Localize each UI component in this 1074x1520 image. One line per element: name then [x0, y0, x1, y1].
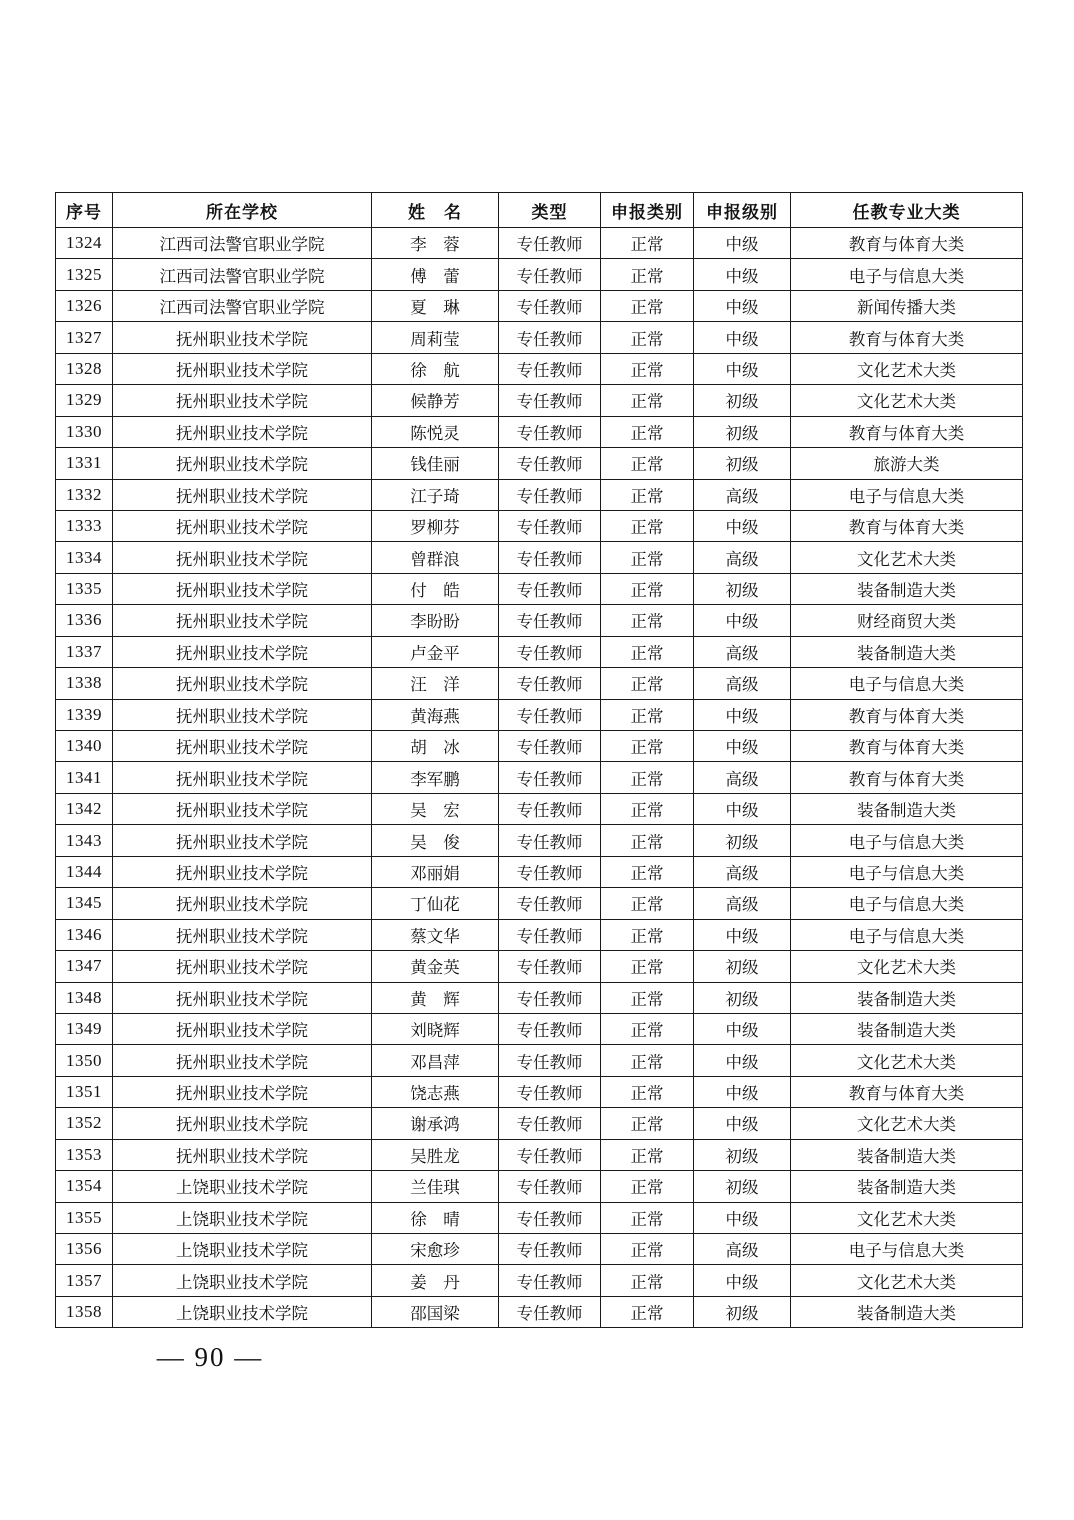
table-cell-level: 初级 [694, 1296, 791, 1327]
table-cell-index: 1334 [56, 542, 113, 573]
table-cell-index: 1336 [56, 605, 113, 636]
table-cell-index: 1356 [56, 1234, 113, 1265]
table-cell-name: 兰佳琪 [372, 1171, 499, 1202]
table-cell-level: 初级 [694, 385, 791, 416]
table-cell-name: 谢承鸿 [372, 1108, 499, 1139]
table-row [56, 290, 1023, 321]
table-cell-level: 初级 [694, 1171, 791, 1202]
table-cell-type: 专任教师 [499, 1139, 601, 1170]
table-cell-type: 专任教师 [499, 416, 601, 447]
table-cell-name: 刘晓辉 [372, 1013, 499, 1044]
table-cell-level: 高级 [694, 888, 791, 919]
table-cell-category: 正常 [601, 951, 694, 982]
table-cell-school: 抚州职业技术学院 [113, 448, 372, 479]
table-cell-school: 江西司法警官职业学院 [113, 290, 372, 321]
table-cell-level: 中级 [694, 1076, 791, 1107]
table-cell-major: 装备制造大类 [791, 1139, 1023, 1170]
table-cell-major: 财经商贸大类 [791, 605, 1023, 636]
table-cell-school: 抚州职业技术学院 [113, 573, 372, 604]
table-cell-name: 李 蓉 [372, 228, 499, 259]
table-cell-school: 抚州职业技术学院 [113, 605, 372, 636]
table-cell-type: 专任教师 [499, 542, 601, 573]
table-cell-school: 抚州职业技术学院 [113, 416, 372, 447]
table-row [56, 1139, 1023, 1170]
table-row [56, 793, 1023, 824]
table-cell-type: 专任教师 [499, 982, 601, 1013]
table-header-row [56, 193, 1023, 228]
table-row [56, 668, 1023, 699]
table-cell-school: 抚州职业技术学院 [113, 982, 372, 1013]
table-cell-major: 电子与信息大类 [791, 856, 1023, 887]
table-cell-type: 专任教师 [499, 479, 601, 510]
table-cell-index: 1327 [56, 322, 113, 353]
table-cell-major: 教育与体育大类 [791, 762, 1023, 793]
table-cell-name: 饶志燕 [372, 1076, 499, 1107]
table-cell-major: 文化艺术大类 [791, 1265, 1023, 1296]
table-cell-category: 正常 [601, 385, 694, 416]
table-cell-type: 专任教师 [499, 1045, 601, 1076]
table-cell-type: 专任教师 [499, 259, 601, 290]
table-cell-major: 电子与信息大类 [791, 668, 1023, 699]
table-cell-category: 正常 [601, 1139, 694, 1170]
table-row [56, 1234, 1023, 1265]
table-cell-category: 正常 [601, 825, 694, 856]
table-row [56, 542, 1023, 573]
table-cell-level: 中级 [694, 510, 791, 541]
table-cell-level: 中级 [694, 290, 791, 321]
table-cell-level: 高级 [694, 1234, 791, 1265]
table-cell-type: 专任教师 [499, 1171, 601, 1202]
table-cell-name: 吴胜龙 [372, 1139, 499, 1170]
table-cell-level: 中级 [694, 353, 791, 384]
table-cell-major: 教育与体育大类 [791, 416, 1023, 447]
table-cell-index: 1349 [56, 1013, 113, 1044]
table-cell-type: 专任教师 [499, 385, 601, 416]
table-cell-index: 1358 [56, 1296, 113, 1327]
table-cell-major: 装备制造大类 [791, 573, 1023, 604]
table-cell-name: 汪 洋 [372, 668, 499, 699]
table-cell-major: 电子与信息大类 [791, 919, 1023, 950]
table-cell-index: 1346 [56, 919, 113, 950]
table-cell-name: 胡 冰 [372, 731, 499, 762]
table-row [56, 573, 1023, 604]
table-cell-school: 抚州职业技术学院 [113, 856, 372, 887]
table-cell-school: 上饶职业技术学院 [113, 1234, 372, 1265]
table-cell-level: 初级 [694, 951, 791, 982]
table-cell-level: 中级 [694, 259, 791, 290]
table-cell-level: 中级 [694, 1202, 791, 1233]
table-cell-category: 正常 [601, 510, 694, 541]
table-cell-index: 1344 [56, 856, 113, 887]
table-cell-type: 专任教师 [499, 448, 601, 479]
table-cell-school: 抚州职业技术学院 [113, 510, 372, 541]
table-cell-major: 旅游大类 [791, 448, 1023, 479]
table-cell-index: 1332 [56, 479, 113, 510]
column-header-name: 姓 名 [372, 193, 499, 228]
table-cell-level: 初级 [694, 1139, 791, 1170]
table-cell-level: 初级 [694, 825, 791, 856]
table-cell-school: 抚州职业技术学院 [113, 699, 372, 730]
table-cell-type: 专任教师 [499, 1108, 601, 1139]
table-cell-school: 上饶职业技术学院 [113, 1265, 372, 1296]
table-cell-school: 抚州职业技术学院 [113, 1013, 372, 1044]
table-cell-major: 装备制造大类 [791, 636, 1023, 667]
table-cell-school: 抚州职业技术学院 [113, 668, 372, 699]
table-cell-index: 1341 [56, 762, 113, 793]
table-cell-name: 候静芳 [372, 385, 499, 416]
table-cell-name: 宋愈珍 [372, 1234, 499, 1265]
table-cell-level: 初级 [694, 448, 791, 479]
table-cell-school: 抚州职业技术学院 [113, 353, 372, 384]
table-cell-level: 中级 [694, 1013, 791, 1044]
table-cell-level: 中级 [694, 793, 791, 824]
table-cell-category: 正常 [601, 1171, 694, 1202]
table-cell-major: 文化艺术大类 [791, 951, 1023, 982]
table-cell-type: 专任教师 [499, 1296, 601, 1327]
table-cell-index: 1340 [56, 731, 113, 762]
table-cell-type: 专任教师 [499, 919, 601, 950]
table-cell-index: 1351 [56, 1076, 113, 1107]
table-cell-school: 抚州职业技术学院 [113, 1139, 372, 1170]
table-cell-type: 专任教师 [499, 888, 601, 919]
table-cell-type: 专任教师 [499, 793, 601, 824]
table-row [56, 762, 1023, 793]
table-cell-major: 文化艺术大类 [791, 1045, 1023, 1076]
table-row [56, 1171, 1023, 1202]
table-cell-major: 教育与体育大类 [791, 1076, 1023, 1107]
table-cell-name: 黄 辉 [372, 982, 499, 1013]
table-cell-type: 专任教师 [499, 731, 601, 762]
table-cell-school: 抚州职业技术学院 [113, 731, 372, 762]
table-cell-category: 正常 [601, 605, 694, 636]
table-cell-category: 正常 [601, 1045, 694, 1076]
table-cell-category: 正常 [601, 888, 694, 919]
table-cell-type: 专任教师 [499, 573, 601, 604]
table-cell-name: 徐 晴 [372, 1202, 499, 1233]
table-row [56, 353, 1023, 384]
table-cell-name: 李军鹏 [372, 762, 499, 793]
table-cell-major: 电子与信息大类 [791, 1234, 1023, 1265]
table-cell-level: 中级 [694, 1045, 791, 1076]
table-cell-school: 抚州职业技术学院 [113, 636, 372, 667]
table-cell-category: 正常 [601, 542, 694, 573]
table-cell-name: 罗柳芬 [372, 510, 499, 541]
column-header-major: 任教专业大类 [791, 193, 1023, 228]
table-cell-category: 正常 [601, 1202, 694, 1233]
table-cell-school: 上饶职业技术学院 [113, 1171, 372, 1202]
table-row [56, 322, 1023, 353]
table-cell-school: 抚州职业技术学院 [113, 1045, 372, 1076]
table-cell-category: 正常 [601, 1108, 694, 1139]
table-cell-name: 夏 琳 [372, 290, 499, 321]
table-cell-name: 蔡文华 [372, 919, 499, 950]
table-row [56, 1108, 1023, 1139]
table-cell-category: 正常 [601, 668, 694, 699]
table-body [56, 228, 1023, 1328]
table-row [56, 919, 1023, 950]
table-cell-type: 专任教师 [499, 699, 601, 730]
table-cell-major: 装备制造大类 [791, 793, 1023, 824]
table-cell-category: 正常 [601, 1013, 694, 1044]
table-cell-name: 傅 蕾 [372, 259, 499, 290]
table-cell-index: 1350 [56, 1045, 113, 1076]
table-cell-level: 中级 [694, 1265, 791, 1296]
table-cell-name: 李盼盼 [372, 605, 499, 636]
table-cell-name: 邵国梁 [372, 1296, 499, 1327]
table-header [56, 193, 1023, 228]
table-cell-category: 正常 [601, 1076, 694, 1107]
table-cell-major: 教育与体育大类 [791, 228, 1023, 259]
table-cell-index: 1330 [56, 416, 113, 447]
table-row [56, 1202, 1023, 1233]
table-row [56, 699, 1023, 730]
table-row [56, 416, 1023, 447]
table-row [56, 856, 1023, 887]
table-cell-level: 高级 [694, 479, 791, 510]
table-cell-level: 初级 [694, 982, 791, 1013]
table-cell-index: 1326 [56, 290, 113, 321]
table-cell-school: 抚州职业技术学院 [113, 793, 372, 824]
table-cell-type: 专任教师 [499, 951, 601, 982]
table-cell-school: 抚州职业技术学院 [113, 1076, 372, 1107]
table-row [56, 982, 1023, 1013]
table-cell-name: 黄金英 [372, 951, 499, 982]
table-row [56, 888, 1023, 919]
table-cell-school: 抚州职业技术学院 [113, 479, 372, 510]
table-cell-index: 1345 [56, 888, 113, 919]
table-cell-index: 1357 [56, 1265, 113, 1296]
table-row [56, 1265, 1023, 1296]
table-cell-school: 抚州职业技术学院 [113, 825, 372, 856]
table-cell-level: 高级 [694, 636, 791, 667]
table-cell-category: 正常 [601, 416, 694, 447]
table-cell-name: 丁仙花 [372, 888, 499, 919]
table-cell-level: 高级 [694, 856, 791, 887]
table-cell-category: 正常 [601, 290, 694, 321]
table-cell-category: 正常 [601, 1234, 694, 1265]
table-cell-index: 1337 [56, 636, 113, 667]
table-cell-level: 中级 [694, 699, 791, 730]
table-cell-index: 1331 [56, 448, 113, 479]
table-cell-category: 正常 [601, 1296, 694, 1327]
table-cell-category: 正常 [601, 982, 694, 1013]
table-cell-school: 上饶职业技术学院 [113, 1296, 372, 1327]
table-cell-name: 陈悦灵 [372, 416, 499, 447]
table-cell-type: 专任教师 [499, 762, 601, 793]
table-row [56, 448, 1023, 479]
table-row [56, 385, 1023, 416]
table-cell-type: 专任教师 [499, 510, 601, 541]
table-cell-type: 专任教师 [499, 825, 601, 856]
table-cell-index: 1342 [56, 793, 113, 824]
table-cell-name: 黄海燕 [372, 699, 499, 730]
table-cell-name: 周莉莹 [372, 322, 499, 353]
table-cell-type: 专任教师 [499, 668, 601, 699]
table-cell-category: 正常 [601, 353, 694, 384]
table-row [56, 510, 1023, 541]
table-cell-level: 高级 [694, 668, 791, 699]
table-cell-category: 正常 [601, 636, 694, 667]
table-cell-category: 正常 [601, 573, 694, 604]
table-cell-type: 专任教师 [499, 1234, 601, 1265]
table-cell-type: 专任教师 [499, 290, 601, 321]
table-cell-type: 专任教师 [499, 1265, 601, 1296]
table-cell-level: 初级 [694, 416, 791, 447]
table-cell-level: 高级 [694, 542, 791, 573]
table-cell-index: 1343 [56, 825, 113, 856]
table-cell-major: 装备制造大类 [791, 1171, 1023, 1202]
table-cell-level: 中级 [694, 731, 791, 762]
table-row [56, 951, 1023, 982]
table-cell-name: 卢金平 [372, 636, 499, 667]
table-cell-major: 文化艺术大类 [791, 542, 1023, 573]
table-cell-level: 高级 [694, 762, 791, 793]
table-cell-type: 专任教师 [499, 856, 601, 887]
table-cell-level: 中级 [694, 919, 791, 950]
table-cell-category: 正常 [601, 699, 694, 730]
table-cell-category: 正常 [601, 793, 694, 824]
table-cell-level: 初级 [694, 573, 791, 604]
table-cell-type: 专任教师 [499, 353, 601, 384]
table-cell-major: 文化艺术大类 [791, 1108, 1023, 1139]
table-cell-major: 电子与信息大类 [791, 479, 1023, 510]
table-cell-index: 1353 [56, 1139, 113, 1170]
table-row [56, 228, 1023, 259]
table-row [56, 1013, 1023, 1044]
table-row [56, 605, 1023, 636]
table-cell-school: 江西司法警官职业学院 [113, 228, 372, 259]
table-cell-level: 中级 [694, 228, 791, 259]
table-cell-school: 抚州职业技术学院 [113, 762, 372, 793]
table-cell-school: 抚州职业技术学院 [113, 951, 372, 982]
table-cell-level: 中级 [694, 322, 791, 353]
table-cell-major: 文化艺术大类 [791, 353, 1023, 384]
table-cell-index: 1355 [56, 1202, 113, 1233]
table-cell-category: 正常 [601, 448, 694, 479]
table-cell-major: 教育与体育大类 [791, 731, 1023, 762]
table-cell-index: 1324 [56, 228, 113, 259]
table-row [56, 825, 1023, 856]
table-cell-index: 1329 [56, 385, 113, 416]
table-cell-major: 电子与信息大类 [791, 825, 1023, 856]
table-cell-type: 专任教师 [499, 322, 601, 353]
table-cell-type: 专任教师 [499, 605, 601, 636]
table-cell-index: 1339 [56, 699, 113, 730]
table-cell-major: 文化艺术大类 [791, 385, 1023, 416]
table-cell-type: 专任教师 [499, 228, 601, 259]
table-cell-name: 江子琦 [372, 479, 499, 510]
table-cell-school: 抚州职业技术学院 [113, 385, 372, 416]
table-cell-name: 吴 宏 [372, 793, 499, 824]
table-cell-index: 1338 [56, 668, 113, 699]
table-cell-name: 徐 航 [372, 353, 499, 384]
table-cell-school: 抚州职业技术学院 [113, 1108, 372, 1139]
table-row [56, 259, 1023, 290]
table-cell-category: 正常 [601, 856, 694, 887]
table-cell-category: 正常 [601, 731, 694, 762]
teacher-roster-table [55, 192, 1023, 1328]
table-cell-category: 正常 [601, 762, 694, 793]
table-cell-type: 专任教师 [499, 1076, 601, 1107]
table-cell-index: 1325 [56, 259, 113, 290]
table-cell-name: 钱佳丽 [372, 448, 499, 479]
table-cell-type: 专任教师 [499, 1013, 601, 1044]
table-row [56, 731, 1023, 762]
table-cell-school: 抚州职业技术学院 [113, 919, 372, 950]
table-cell-school: 抚州职业技术学院 [113, 542, 372, 573]
column-header-index: 序号 [56, 193, 113, 228]
page-number: — 90 — [156, 1342, 264, 1372]
table-cell-category: 正常 [601, 1265, 694, 1296]
table-cell-major: 文化艺术大类 [791, 1202, 1023, 1233]
table-cell-index: 1354 [56, 1171, 113, 1202]
column-header-level: 申报级别 [694, 193, 791, 228]
table-cell-name: 邓丽娟 [372, 856, 499, 887]
table-cell-index: 1352 [56, 1108, 113, 1139]
column-header-type: 类型 [499, 193, 601, 228]
table-cell-major: 装备制造大类 [791, 1296, 1023, 1327]
column-header-category: 申报类别 [601, 193, 694, 228]
table-row [56, 1045, 1023, 1076]
table-cell-index: 1335 [56, 573, 113, 604]
table-cell-index: 1347 [56, 951, 113, 982]
table-cell-type: 专任教师 [499, 1202, 601, 1233]
table-cell-category: 正常 [601, 259, 694, 290]
table-cell-major: 教育与体育大类 [791, 699, 1023, 730]
table-row [56, 1076, 1023, 1107]
table-cell-type: 专任教师 [499, 636, 601, 667]
table-cell-name: 曾群浪 [372, 542, 499, 573]
table-cell-name: 吴 俊 [372, 825, 499, 856]
table-cell-major: 电子与信息大类 [791, 888, 1023, 919]
table-cell-major: 装备制造大类 [791, 1013, 1023, 1044]
table-cell-major: 教育与体育大类 [791, 322, 1023, 353]
table-cell-school: 抚州职业技术学院 [113, 322, 372, 353]
table-cell-index: 1333 [56, 510, 113, 541]
table-cell-category: 正常 [601, 919, 694, 950]
table-cell-category: 正常 [601, 228, 694, 259]
table-cell-index: 1328 [56, 353, 113, 384]
table-cell-category: 正常 [601, 322, 694, 353]
table-cell-name: 邓昌萍 [372, 1045, 499, 1076]
table-cell-major: 装备制造大类 [791, 982, 1023, 1013]
table-row [56, 479, 1023, 510]
table-cell-school: 江西司法警官职业学院 [113, 259, 372, 290]
table-cell-school: 抚州职业技术学院 [113, 888, 372, 919]
table-cell-category: 正常 [601, 479, 694, 510]
column-header-school: 所在学校 [113, 193, 372, 228]
table-row [56, 1296, 1023, 1327]
table-cell-major: 教育与体育大类 [791, 510, 1023, 541]
table-cell-name: 姜 丹 [372, 1265, 499, 1296]
table-cell-major: 电子与信息大类 [791, 259, 1023, 290]
table-cell-name: 付 皓 [372, 573, 499, 604]
table-cell-school: 上饶职业技术学院 [113, 1202, 372, 1233]
table-cell-level: 中级 [694, 1108, 791, 1139]
table-cell-index: 1348 [56, 982, 113, 1013]
table-cell-level: 中级 [694, 605, 791, 636]
table-row [56, 636, 1023, 667]
table-cell-major: 新闻传播大类 [791, 290, 1023, 321]
